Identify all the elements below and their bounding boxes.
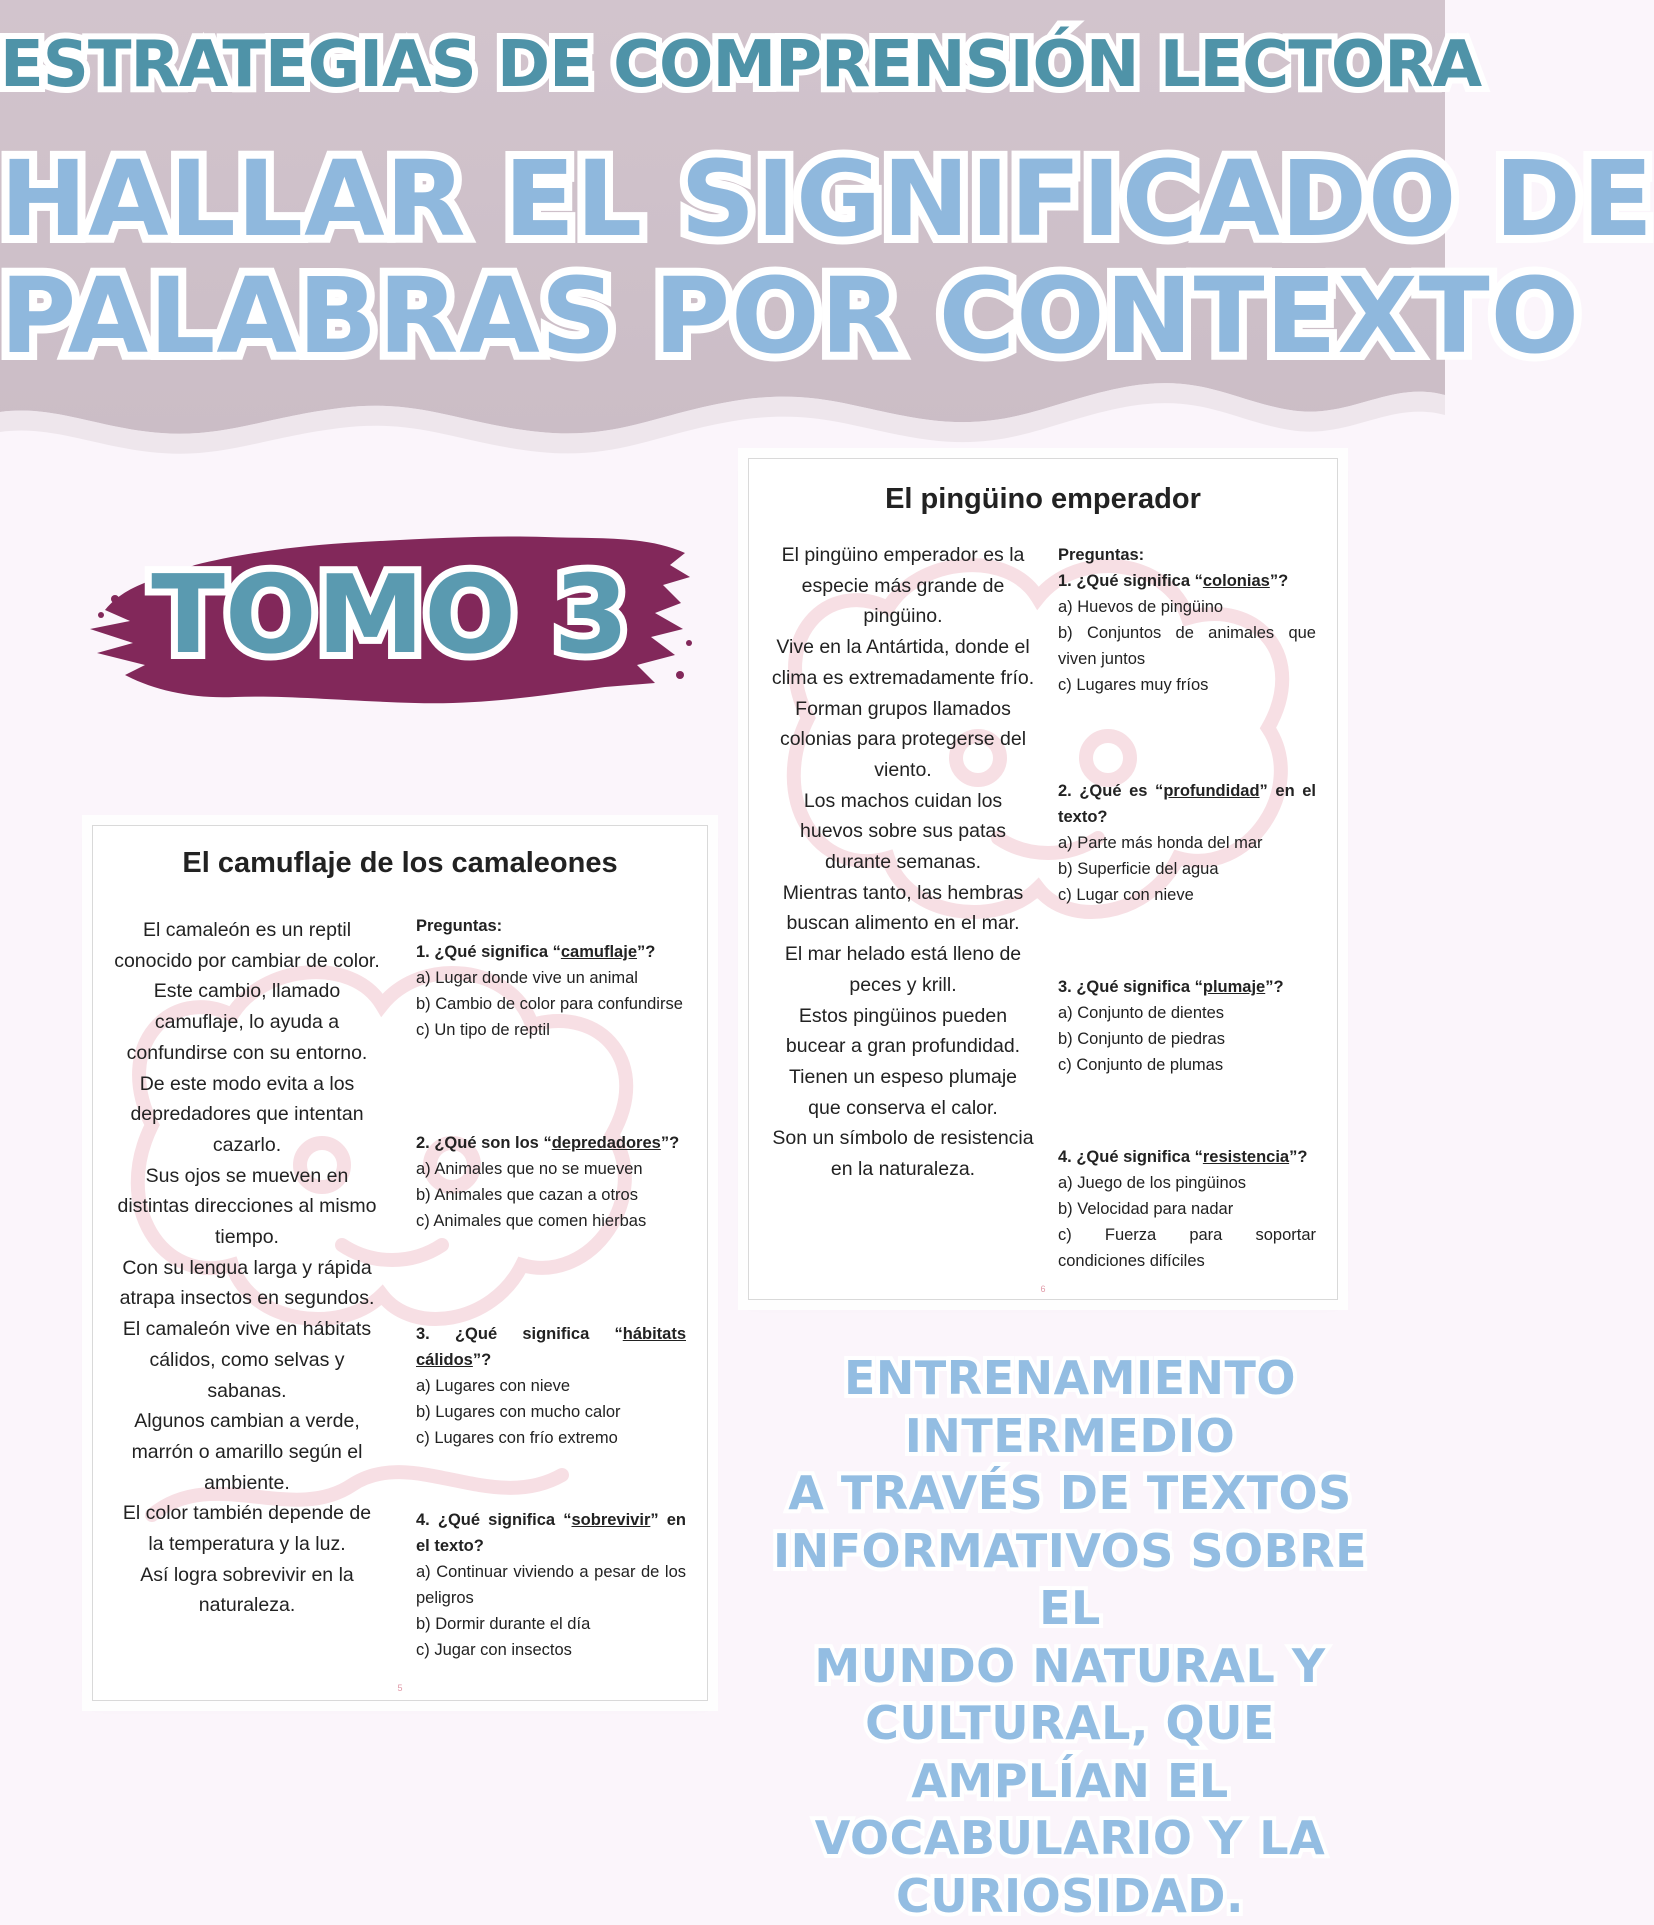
- text-line: ambiente.: [102, 1468, 392, 1499]
- promo-line: VOCABULARIO Y LA: [740, 1810, 1400, 1868]
- header-subtitle: ESTRATEGIAS DE COMPRENSIÓN LECTORA: [0, 28, 1445, 102]
- promo-line: MUNDO NATURAL Y: [740, 1638, 1400, 1696]
- option-c: c) Lugares con frío extremo: [416, 1425, 686, 1451]
- key-word: plumaje: [1203, 978, 1265, 996]
- option-a: a) Animales que no se mueven: [416, 1156, 686, 1182]
- option-a: a) Parte más honda del mar: [1058, 830, 1316, 856]
- preview-page-left: [92, 825, 708, 1701]
- page-left-questions: [416, 913, 686, 1663]
- key-word: hábitats cálidos: [416, 1325, 686, 1369]
- promo-line: INFORMATIVOS SOBRE EL: [740, 1523, 1400, 1638]
- page-right-title: El pingüino emperador: [748, 483, 1338, 516]
- option-b: b) Velocidad para nadar: [1058, 1196, 1316, 1222]
- option-b: b) Lugares con mucho calor: [416, 1399, 686, 1425]
- question-1: 1. ¿Qué significa “camuflaje”? a) Lugar donde vive un animal b) Cambio de color para confundirse c) Un tipo de reptil: [416, 939, 686, 1130]
- question-4: 4. ¿Qué significa “sobrevivir” en el texto? a) Continuar viviendo a pesar de los peligros b) Dormir durante el día c) Jugar con insectos: [416, 1507, 686, 1663]
- option-c: c) Fuerza para soportar condiciones difíciles: [1058, 1222, 1316, 1274]
- option-b: b) Conjunto de piedras: [1058, 1026, 1316, 1052]
- text-line: cazarlo.: [102, 1130, 392, 1161]
- promo-line: CURIOSIDAD.: [740, 1868, 1400, 1925]
- text-line: El mar helado está lleno de: [758, 939, 1048, 970]
- text-line: Los machos cuidan los: [758, 786, 1048, 817]
- text-line: cálidos, como selvas y: [102, 1345, 392, 1376]
- page-left-text: [102, 915, 392, 1621]
- text-line: Son un símbolo de resistencia: [758, 1123, 1048, 1154]
- text-line: naturaleza.: [102, 1590, 392, 1621]
- key-word: camuflaje: [561, 943, 637, 961]
- option-a: a) Lugar donde vive un animal: [416, 965, 686, 991]
- promo-line: ENTRENAMIENTO INTERMEDIO: [740, 1350, 1400, 1465]
- text-line: bucear a gran profundidad.: [758, 1031, 1048, 1062]
- questions-heading: Preguntas:: [416, 913, 686, 939]
- key-word: profundidad: [1163, 782, 1259, 800]
- key-word: resistencia: [1203, 1148, 1289, 1166]
- key-word: sobrevivir: [571, 1511, 650, 1529]
- tomo-badge: [85, 525, 695, 715]
- text-line: Así logra sobrevivir en la: [102, 1560, 392, 1591]
- page-right-text: [758, 540, 1048, 1185]
- text-line: en la naturaleza.: [758, 1154, 1048, 1185]
- question-3: 3. ¿Qué significa “plumaje”? a) Conjunto de dientes b) Conjunto de piedras c) Conjunto de plumas: [1058, 974, 1316, 1144]
- text-line: Tienen un espeso plumaje: [758, 1062, 1048, 1093]
- text-line: tiempo.: [102, 1222, 392, 1253]
- text-line: pingüino.: [758, 601, 1048, 632]
- header-title-line-1: HALLAR EL SIGNIFICADO DE: [0, 138, 1445, 260]
- option-c: c) Jugar con insectos: [416, 1637, 686, 1663]
- promo-text: [740, 1350, 1400, 1925]
- text-line: El pingüino emperador es la: [758, 540, 1048, 571]
- page-left-title: El camuflaje de los camaleones: [92, 847, 708, 880]
- header-banner: [0, 0, 1445, 460]
- option-a: a) Huevos de pingüino: [1058, 594, 1316, 620]
- option-b: b) Cambio de color para confundirse: [416, 991, 686, 1017]
- text-line: Con su lengua larga y rápida: [102, 1253, 392, 1284]
- option-c: c) Animales que comen hierbas: [416, 1208, 686, 1234]
- text-line: que conserva el calor.: [758, 1093, 1048, 1124]
- text-line: El camaleón es un reptil: [102, 915, 392, 946]
- question-2: 2. ¿Qué son los “depredadores”? a) Animales que no se mueven b) Animales que cazan a otros c) Animales que comen hierbas: [416, 1130, 686, 1321]
- text-line: El color también depende de: [102, 1498, 392, 1529]
- question-2: 2. ¿Qué es “profundidad” en el texto? a) Parte más honda del mar b) Superficie del agua c) Lugar con nieve: [1058, 778, 1316, 974]
- question-1: 1. ¿Qué significa “colonias”? a) Huevos de pingüino b) Conjuntos de animales que viven juntos c) Lugares muy fríos: [1058, 568, 1316, 778]
- text-line: peces y krill.: [758, 970, 1048, 1001]
- option-b: b) Conjuntos de animales que viven juntos: [1058, 620, 1316, 672]
- text-line: De este modo evita a los: [102, 1069, 392, 1100]
- option-a: a) Lugares con nieve: [416, 1373, 686, 1399]
- text-line: la temperatura y la luz.: [102, 1529, 392, 1560]
- option-c: c) Un tipo de reptil: [416, 1017, 686, 1043]
- text-line: colonias para protegerse del: [758, 724, 1048, 755]
- option-a: a) Continuar viviendo a pesar de los peligros: [416, 1559, 686, 1611]
- text-line: Estos pingüinos pueden: [758, 1001, 1048, 1032]
- key-word: colonias: [1203, 572, 1270, 590]
- question-3: 3. ¿Qué significa “hábitats cálidos”? a) Lugares con nieve b) Lugares con mucho calor c) Lugares con frío extremo: [416, 1321, 686, 1507]
- questions-heading: Preguntas:: [1058, 542, 1316, 568]
- option-a: a) Conjunto de dientes: [1058, 1000, 1316, 1026]
- text-line: atrapa insectos en segundos.: [102, 1283, 392, 1314]
- page-right-questions: [1058, 542, 1316, 1274]
- option-b: b) Dormir durante el día: [416, 1611, 686, 1637]
- tomo-label: TOMO 3: [85, 553, 695, 678]
- preview-page-right: [748, 458, 1338, 1300]
- option-a: a) Juego de los pingüinos: [1058, 1170, 1316, 1196]
- option-b: b) Animales que cazan a otros: [416, 1182, 686, 1208]
- promo-line: CULTURAL, QUE AMPLÍAN EL: [740, 1695, 1400, 1810]
- question-4: 4. ¿Qué significa “resistencia”? a) Juego de los pingüinos b) Velocidad para nadar c) Fuerza para soportar condiciones difíciles: [1058, 1144, 1316, 1274]
- text-line: durante semanas.: [758, 847, 1048, 878]
- option-b: b) Superficie del agua: [1058, 856, 1316, 882]
- text-line: Forman grupos llamados: [758, 694, 1048, 725]
- text-line: Algunos cambian a verde,: [102, 1406, 392, 1437]
- text-line: buscan alimento en el mar.: [758, 908, 1048, 939]
- text-line: huevos sobre sus patas: [758, 816, 1048, 847]
- text-line: Sus ojos se mueven en: [102, 1161, 392, 1192]
- text-line: clima es extremadamente frío.: [758, 663, 1048, 694]
- option-c: c) Lugar con nieve: [1058, 882, 1316, 908]
- text-line: depredadores que intentan: [102, 1099, 392, 1130]
- option-c: c) Conjunto de plumas: [1058, 1052, 1316, 1078]
- text-line: sabanas.: [102, 1376, 392, 1407]
- text-line: Mientras tanto, las hembras: [758, 878, 1048, 909]
- text-line: viento.: [758, 755, 1048, 786]
- promo-line: A TRAVÉS DE TEXTOS: [740, 1465, 1400, 1523]
- header-title-line-2: PALABRAS POR CONTEXTO: [0, 255, 1445, 377]
- key-word: depredadores: [552, 1134, 661, 1152]
- text-line: Vive en la Antártida, donde el: [758, 632, 1048, 663]
- text-line: camuflaje, lo ayuda a: [102, 1007, 392, 1038]
- text-line: conocido por cambiar de color.: [102, 946, 392, 977]
- option-c: c) Lugares muy fríos: [1058, 672, 1316, 698]
- page-number: 6: [748, 1284, 1338, 1294]
- text-line: Este cambio, llamado: [102, 976, 392, 1007]
- text-line: confundirse con su entorno.: [102, 1038, 392, 1069]
- text-line: El camaleón vive en hábitats: [102, 1314, 392, 1345]
- text-line: especie más grande de: [758, 571, 1048, 602]
- text-line: marrón o amarillo según el: [102, 1437, 392, 1468]
- page-number: 5: [92, 1683, 708, 1693]
- text-line: distintas direcciones al mismo: [102, 1191, 392, 1222]
